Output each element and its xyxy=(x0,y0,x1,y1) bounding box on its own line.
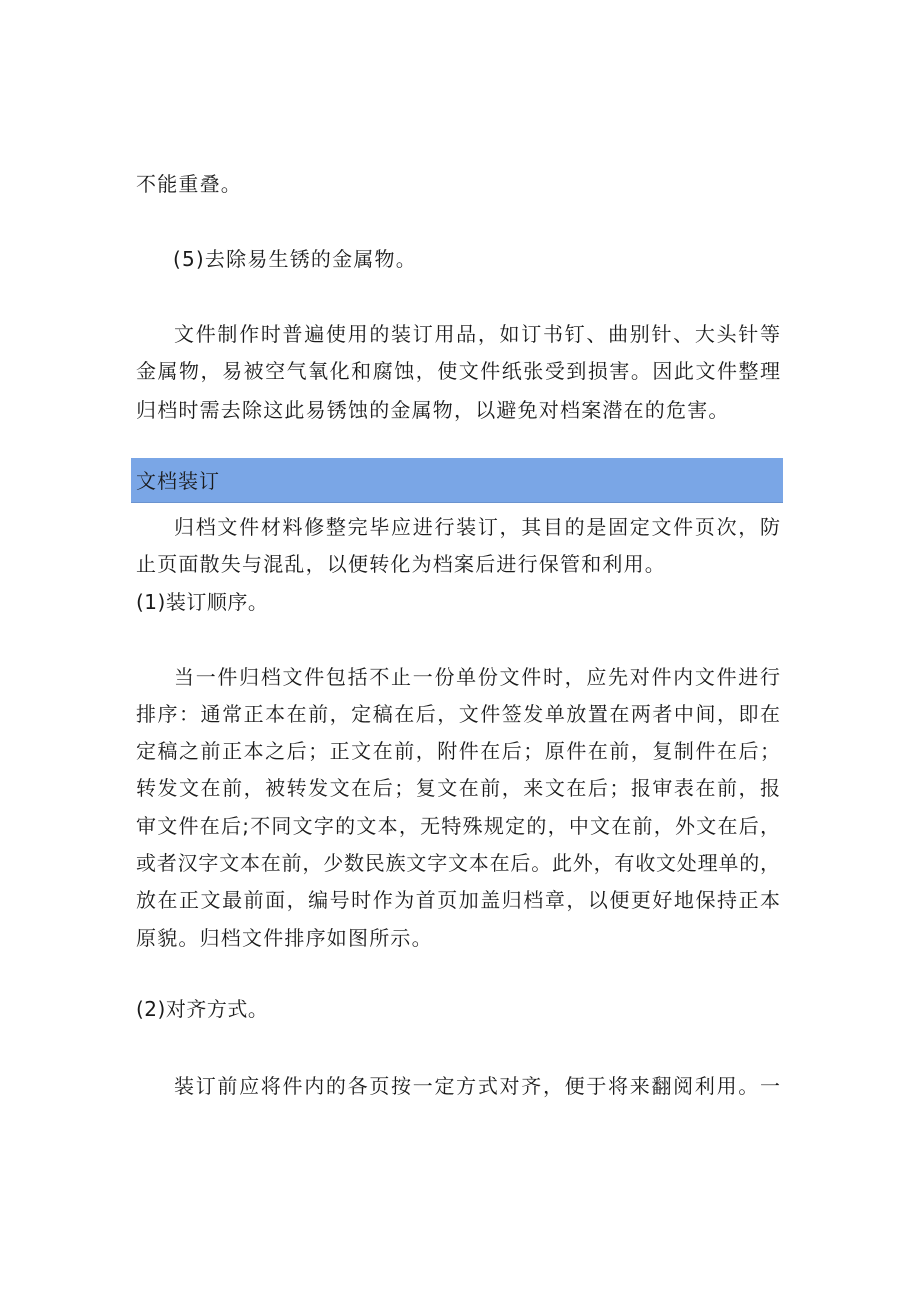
paragraph-line: 或者汉字文本在前，少数民族文字文本在后。此外，有收文处理单的， xyxy=(136,851,780,875)
paragraph-line: 原貌。归档文件排序如图所示。 xyxy=(136,926,433,950)
paragraph-line: 审文件在后;不同文字的文本，无特殊规定的，中文在前，外文在后， xyxy=(136,814,780,838)
paragraph-line: 放在正文最前面，编号时作为首页加盖归档章，以便更好地保持正本 xyxy=(136,888,780,912)
paragraph-line: 归档时需去除这此易锈蚀的金属物，以避免对档案潜在的危害。 xyxy=(136,398,730,422)
section-header xyxy=(131,458,783,503)
paragraph-line: 定稿之前正本之后；正文在前，附件在后；原件在前，复制件在后； xyxy=(136,739,780,763)
paragraph-line: 排序：通常正本在前，定稿在后，文件签发单放置在两者中间，即在 xyxy=(136,702,780,726)
paragraph-line: 装订前应将件内的各页按一定方式对齐，便于将来翻阅利用。一 xyxy=(174,1074,780,1098)
paragraph-line: 金属物，易被空气氧化和腐蚀，使文件纸张受到损害。因此文件整理 xyxy=(136,359,780,383)
paragraph-line: 文件制作时普遍使用的装订用品，如订书钉、曲别针、大头针等 xyxy=(174,322,780,346)
text-line: 不能重叠。 xyxy=(136,172,242,196)
list-item-heading: (1)装订顺序。 xyxy=(136,590,269,614)
paragraph-line: 归档文件材料修整完毕应进行装订，其目的是固定文件页次，防 xyxy=(174,515,780,539)
list-item-heading: (2)对齐方式。 xyxy=(136,997,269,1021)
paragraph-line: 止页面散失与混乱，以便转化为档案后进行保管和利用。 xyxy=(136,552,666,576)
list-item-heading: (5)去除易生锈的金属物。 xyxy=(173,247,417,271)
paragraph-line: 转发文在前，被转发文在后；复文在前，来文在后；报审表在前，报 xyxy=(136,776,780,800)
paragraph-line: 当一件归档文件包括不止一份单份文件时，应先对件内文件进行 xyxy=(174,665,780,689)
section-title: 文档装订 xyxy=(136,469,220,493)
